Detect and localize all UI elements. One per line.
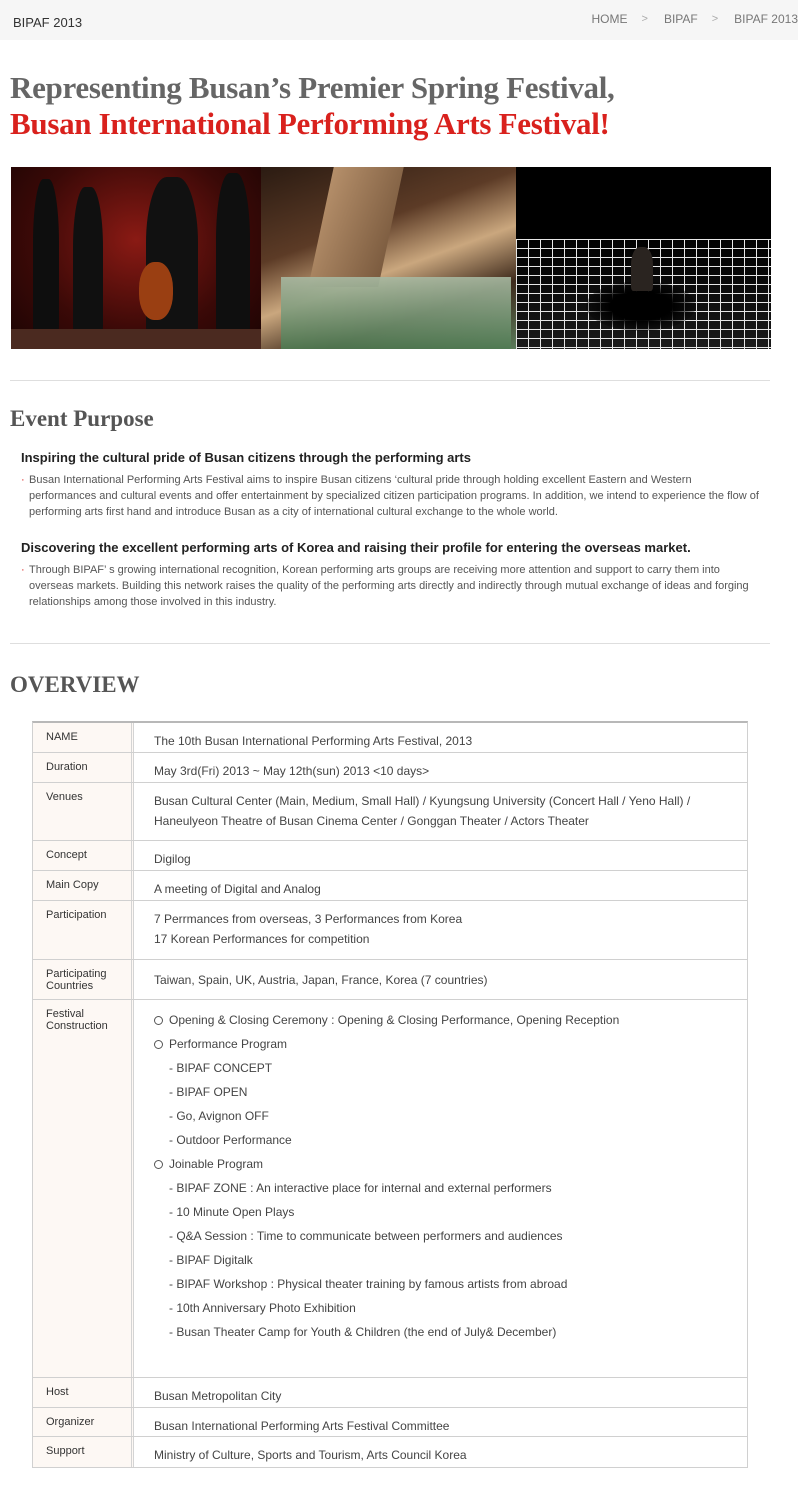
section-divider (10, 643, 770, 644)
table-row (33, 723, 747, 753)
overview-table (32, 721, 748, 1468)
table-row (33, 1408, 747, 1437)
table-row (33, 960, 747, 1000)
row-value-main-copy: A meeting of Digital and Analog (154, 882, 321, 896)
breadcrumb-bipaf[interactable]: BIPAF (663, 12, 698, 26)
event-purpose-title: Event Purpose (10, 406, 154, 431)
row-label-venues: Venues (33, 783, 134, 840)
list-item: - BIPAF CONCEPT (169, 1061, 273, 1075)
row-label-support: Support (33, 1437, 134, 1467)
row-label-concept: Concept (33, 841, 134, 870)
list-item: - Busan Theater Camp for Youth & Children (the end of July& December) (169, 1325, 557, 1339)
circle-bullet-icon (154, 1160, 163, 1169)
row-value-support: Ministry of Culture, Sports and Tourism, Arts Council Korea (154, 1448, 467, 1462)
row-value-festival-construction (134, 1000, 747, 1377)
list-item: - Go, Avignon OFF (169, 1109, 269, 1123)
breadcrumb-current[interactable]: BIPAF 2013 (734, 12, 798, 26)
list-item: Performance Program (154, 1032, 747, 1056)
row-label-organizer: Organizer (33, 1408, 134, 1436)
construction-list (154, 1008, 747, 1344)
table-row (33, 1000, 747, 1378)
circle-bullet-icon (154, 1040, 163, 1049)
page-headline (10, 70, 615, 142)
page-label: BIPAF 2013 (13, 15, 83, 30)
list-item: Opening & Closing Ceremony : Opening & Closing Performance, Opening Reception (154, 1008, 747, 1032)
list-item: - Outdoor Performance (169, 1133, 292, 1147)
chevron-right-icon: > (711, 13, 719, 25)
hero-photo-string-quartet (11, 167, 261, 349)
purpose-body-1: · Busan International Performing Arts Festival aims to inspire Busan citizens ‘cultural pride through holding excellent Eastern and Western performances and cultural events and offer entertainment by specialized citizen participation programs. In addition, we intend to experience the flow of performing arts first hand and introduce Busan as a city of international cultural exchange to the whole world. (21, 474, 759, 518)
table-row (33, 783, 747, 841)
row-label-participating-countries: Participating Countries (33, 960, 134, 999)
row-label-name: NAME (33, 723, 134, 752)
bullet-icon: · (21, 474, 25, 486)
list-item: - BIPAF Workshop : Physical theater training by famous artists from abroad (169, 1277, 568, 1291)
circle-bullet-icon (154, 1016, 163, 1025)
headline-line-1: Representing Busan’s Premier Spring Festival, (10, 70, 615, 105)
row-value-participating-countries: Taiwan, Spain, UK, Austria, Japan, France, Korea (7 countries) (154, 973, 488, 987)
list-item: Joinable Program (154, 1152, 747, 1176)
section-divider (10, 380, 770, 381)
table-row (33, 841, 747, 871)
row-value-venues: Busan Cultural Center (Main, Medium, Small Hall) / Kyungsung University (Concert Hall / Yeno Hall) / Haneulyeon Theatre of Busan Cinema Center / Gonggan Theater / Actors Theater (154, 794, 691, 828)
overview-title: OVERVIEW (10, 672, 140, 697)
top-bar (0, 0, 798, 40)
list-item: - BIPAF ZONE : An interactive place for internal and external performers (169, 1181, 552, 1195)
hero-photo-grid-stage (516, 167, 771, 349)
row-label-host: Host (33, 1378, 134, 1407)
row-label-main-copy: Main Copy (33, 871, 134, 900)
list-item: - BIPAF Digitalk (169, 1253, 253, 1267)
bullet-icon: · (21, 564, 25, 576)
list-item: - Q&A Session : Time to communicate between performers and audiences (169, 1229, 563, 1243)
purpose-body-2: · Through BIPAF’ s growing international recognition, Korean performing arts groups are receiving more attention and support to carry them into overseas markets. Building this network raises the quality of the performing arts directly and indirectly through mutual exchange of ideas and forging relationships among those involved in this industry. (21, 564, 749, 608)
table-row (33, 1437, 747, 1468)
row-value-participation: 7 Perrmances from overseas, 3 Performances from Korea 17 Korean Performances for competition (154, 912, 463, 946)
list-item: - 10th Anniversary Photo Exhibition (169, 1301, 356, 1315)
row-label-duration: Duration (33, 753, 134, 782)
table-row (33, 901, 747, 960)
purpose-heading-2: Discovering the excellent performing arts of Korea and raising their profile for entering the overseas market. (21, 540, 691, 555)
list-item: - BIPAF OPEN (169, 1085, 248, 1099)
row-label-festival-construction: Festival Construction (33, 1000, 134, 1377)
purpose-heading-1: Inspiring the cultural pride of Busan citizens through the performing arts (21, 450, 471, 465)
chevron-right-icon: > (641, 13, 648, 25)
hero-photo-dancer-feet (261, 167, 516, 349)
table-row (33, 871, 747, 901)
table-row (33, 1378, 747, 1408)
hero-image-strip (11, 167, 771, 349)
row-label-participation: Participation (33, 901, 134, 959)
breadcrumb (592, 12, 798, 26)
row-value-name: The 10th Busan International Performing Arts Festival, 2013 (154, 734, 473, 748)
list-item: - 10 Minute Open Plays (169, 1205, 295, 1219)
row-value-organizer: Busan International Performing Arts Festival Committee (154, 1419, 450, 1433)
headline-line-2: Busan International Performing Arts Festival! (10, 106, 610, 141)
row-value-host: Busan Metropolitan City (154, 1389, 282, 1403)
breadcrumb-home[interactable]: HOME (591, 12, 628, 26)
table-row (33, 753, 747, 783)
row-value-duration: May 3rd(Fri) 2013 ~ May 12th(sun) 2013 <10 days> (154, 764, 430, 778)
row-value-concept: Digilog (154, 852, 191, 866)
